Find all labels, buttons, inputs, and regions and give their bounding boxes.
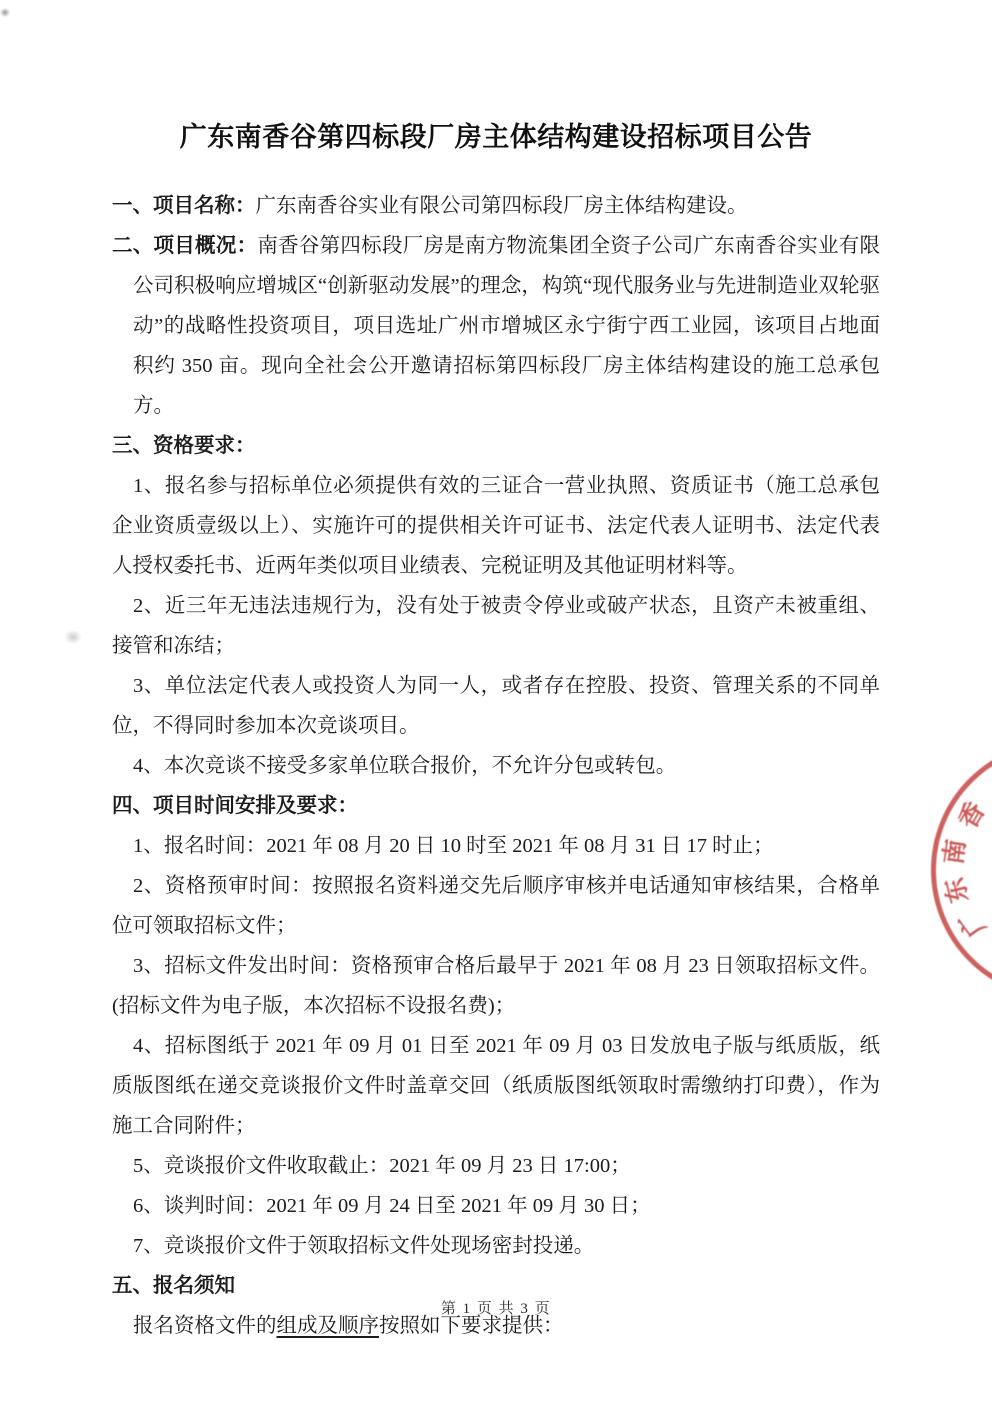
list-item-qualification-4: 4、本次竞谈不接受多家单位联合报价，不允许分包或转包。 xyxy=(133,755,677,777)
section-heading-project-overview xyxy=(112,226,880,426)
company-seal-character: 东 xyxy=(941,874,974,906)
scan-smudge xyxy=(64,630,82,644)
list-item-qualification-2: 2、近三年无违法违规行为，没有处于被责令停业或破产状态，且资产未被重组、接管和冻结； xyxy=(112,595,880,657)
list-item-qualification-3: 3、单位法定代表人或投资人为同一人，或者存在控股、投资、管理关系的不同单位，不得同时参加本次竞谈项目。 xyxy=(112,675,880,737)
list-item-schedule-3: 3、招标文件发出时间：资格预审合格后最早于 2021 年 08 月 23 日领取招标文件。(招标文件为电子版，本次招标不设报名费)； xyxy=(112,955,880,1017)
list-item-schedule-7: 7、竞谈报价文件于领取招标文件处现场密封投递。 xyxy=(133,1235,595,1257)
scan-smudge xyxy=(0,8,10,17)
list-item-schedule-5: 5、竞谈报价文件收取截止：2021 年 09 月 23 日 17:00； xyxy=(133,1155,631,1177)
section-label: 二、项目概况： xyxy=(112,235,258,257)
company-seal-circle xyxy=(931,741,992,999)
section-heading-qualifications xyxy=(112,426,880,466)
section-text: 南香谷第四标段厂房是南方物流集团全资子公司广东南香谷实业有限公司积极响应增城区“创新驱动发展”的理念，构筑“现代服务业与先进制造业双轮驱动”的战略性投资项目，项目选址广州市增城区永宁街宁西工业园，该项目占地面积约 350 亩。现向全社会公开邀请招标第四标段厂房主体结构建设的施工总承包方。 xyxy=(133,235,881,417)
section-text: 广东南香谷实业有限公司第四标段厂房主体结构建设。 xyxy=(255,195,748,217)
underlined-text: 组成及顺序 xyxy=(276,1315,379,1337)
section-label: 四、项目时间安排及要求： xyxy=(112,795,358,817)
company-seal-character: 香 xyxy=(954,798,991,834)
list-item-schedule-1: 1、报名时间：2021 年 08 月 20 日 10 时至 2021 年 08 月 31 日 17 时止； xyxy=(133,835,774,857)
section-heading-project-name xyxy=(112,186,880,226)
document-body xyxy=(112,186,880,1346)
section-label: 五、报名须知 xyxy=(112,1275,235,1297)
section-label: 三、资格要求： xyxy=(112,435,256,457)
company-seal-character: 广 xyxy=(954,905,991,942)
list-item-schedule-6: 6、谈判时间：2021 年 09 月 24 日至 2021 年 09 月 30 日； xyxy=(133,1195,651,1217)
document-title: 广东南香谷第四标段厂房主体结构建设招标项目公告 xyxy=(179,122,813,153)
section-heading-schedule xyxy=(112,786,880,826)
list-item-schedule-4: 4、招标图纸于 2021 年 09 月 01 日至 2021 年 09 月 03 日发放电子版与纸质版，纸质版图纸在递交竞谈报价文件时盖章交回（纸质版图纸领取时需缴纳打印费），作为施工合同附件； xyxy=(112,1035,880,1137)
list-item-qualification-1: 1、报名参与招标单位必须提供有效的三证合一营业执照、资质证书（施工总承包企业资质壹级以上）、实施许可的提供相关许可证书、法定代表人证明书、法定代表人授权委托书、近两年类似项目业绩表、完税证明及其他证明材料等。 xyxy=(112,475,880,577)
company-seal-character: 南 xyxy=(940,837,971,867)
section-label: 一、项目名称： xyxy=(112,195,256,217)
list-item-schedule-2: 2、资格预审时间：按照报名资料递交先后顺序审核并电话通知审核结果，合格单位可领取招标文件； xyxy=(112,875,880,937)
page-number: 第 1 页 共 3 页 xyxy=(440,1301,552,1317)
registration-note-line: 报名资格文件的组成及顺序按照如下要求提供： xyxy=(133,1315,564,1337)
